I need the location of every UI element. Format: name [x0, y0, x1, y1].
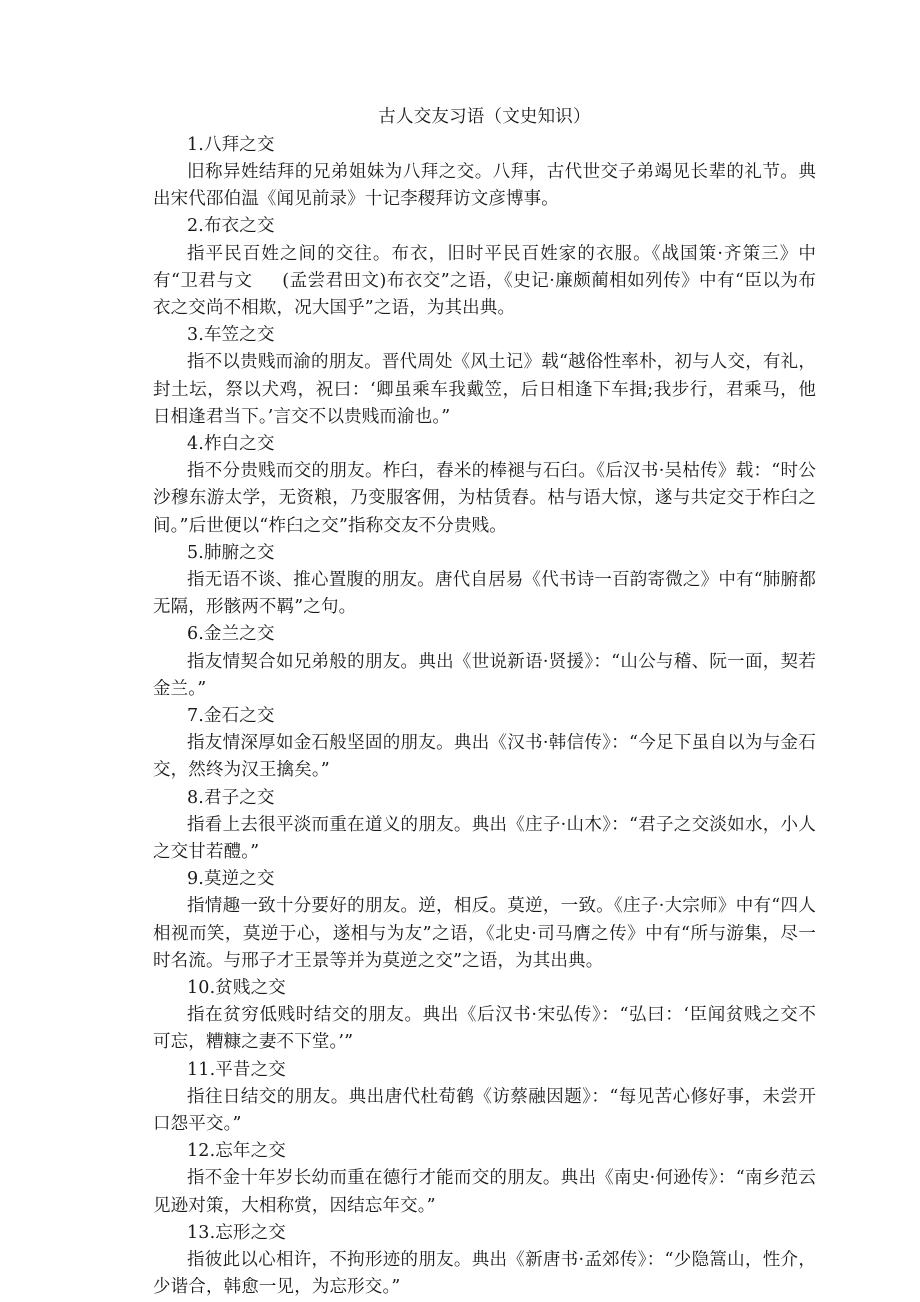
entry-description-2-part2: (孟尝君田文)布衣交”之语，《史记·廉颇蔺相如列传》中有“臣以为布衣之交尚不相欺，况大国乎”之语，为其出典。	[153, 270, 816, 318]
entry-number-4: 4.	[187, 433, 204, 454]
entry-term-10	[153, 975, 816, 1002]
entry-7	[153, 703, 816, 785]
entry-term-text-4: 柞白之交	[204, 433, 275, 454]
entry-description-7: 指友情深厚如金石般坚固的朋友。典出《汉书·韩信传》：“今足下虽自以为与金石交，然终为汉王擒矣。”	[153, 733, 816, 781]
entry-description-13: 指彼此以心相许，不拘形迹的朋友。典出《新唐书·孟郊传》：“少隐篙山，性介，少谐合，韩愈一见，为忘形交。”	[153, 1250, 816, 1298]
entry-term-1	[153, 132, 816, 159]
entry-number-9: 9.	[187, 869, 204, 890]
entry-term-text-6: 金兰之交	[204, 624, 275, 645]
entry-term-13	[153, 1220, 816, 1247]
entry-term-8	[153, 785, 816, 812]
entry-number-1: 1.	[187, 134, 204, 155]
entry-term-text-8: 君子之交	[204, 787, 275, 808]
entry-term-text-9: 莫逆之交	[204, 869, 275, 890]
entry-term-11	[153, 1057, 816, 1084]
entry-term-5	[153, 540, 816, 567]
entry-9	[153, 866, 816, 975]
entry-term-12	[153, 1138, 816, 1165]
entry-term-text-7: 金石之交	[204, 705, 275, 726]
entry-term-text-12: 忘年之交	[215, 1141, 286, 1162]
entry-number-3: 3.	[187, 325, 204, 346]
entry-6	[153, 621, 816, 703]
entry-term-text-10: 贫贱之交	[215, 978, 286, 998]
entry-5	[153, 540, 816, 622]
document-body	[153, 104, 816, 1301]
entry-8	[153, 785, 816, 867]
entry-1	[153, 132, 816, 214]
entry-term-4	[153, 431, 816, 458]
page-title: 古人交友习语（文史知识）	[378, 107, 591, 127]
entry-description-6: 指友情契合如兄弟般的朋友。典出《世说新语·贤援》：“山公与稽、阮一面，契若金兰。”	[153, 651, 816, 699]
entry-term-7	[153, 703, 816, 730]
entry-description-2	[153, 241, 816, 323]
entry-term-3	[153, 322, 816, 349]
entry-12	[153, 1138, 816, 1220]
entry-2	[153, 213, 816, 322]
entry-number-2: 2.	[187, 216, 204, 237]
entry-term-text-1: 八拜之交	[204, 134, 275, 155]
entry-4	[153, 431, 816, 540]
entry-term-text-3: 车笠之交	[204, 325, 275, 346]
entry-10	[153, 975, 816, 1057]
entry-number-6: 6.	[187, 624, 204, 645]
entry-description-5: 指无语不谈、推心置腹的朋友。唐代自居易《代书诗一百韵寄微之》中有“肺腑都无隔，形骸两不羁”之句。	[153, 569, 816, 618]
entry-number-11: 11.	[187, 1059, 216, 1080]
entry-term-9	[153, 866, 816, 893]
entry-number-13: 13.	[187, 1222, 216, 1243]
entry-term-text-2: 布衣之交	[204, 216, 275, 237]
entry-description-11: 指往日结交的朋友。典出唐代杜荀鹤《访蔡融因题》：“每见苦心修好事，未尝开口怨平交。”	[153, 1086, 816, 1135]
entry-term-6	[153, 621, 816, 648]
entry-number-5: 5.	[187, 542, 204, 563]
entry-term-text-11: 平昔之交	[215, 1059, 286, 1080]
entry-3	[153, 322, 816, 431]
entry-11	[153, 1057, 816, 1139]
entry-number-10: 10.	[187, 978, 216, 998]
entry-term-2	[153, 213, 816, 240]
entry-description-10: 指在贫穷低贱时结交的朋友。典出《后汉书·宋弘传》：“弘曰：‘臣闻贫贱之交不可忘，糟糠之妻不下堂。’”	[153, 1005, 816, 1053]
entry-term-text-5: 肺腑之交	[204, 542, 275, 563]
entry-description-1: 旧称异姓结拜的兄弟姐妹为八拜之交。八拜，古代世交子弟竭见长辈的礼节。典出宋代邵伯温《闻见前录》十记李稷拜访文彦博事。	[153, 161, 816, 210]
entry-description-8: 指看上去很平淡而重在道义的朋友。典出《庄子·山木》：“君子之交淡如水，小人之交甘若醴。”	[153, 814, 816, 862]
entry-description-12: 指不金十年岁长幼而重在德行才能而交的朋友。典出《南史·何逊传》：“南乡范云见逊对策，大相称赏，因结忘年交。”	[153, 1168, 816, 1216]
entry-description-2-part1: 指平民百姓之间的交往。布衣，旧时平民百姓家的衣服。《战国策·齐策三》中有“卫君与文	[153, 243, 816, 291]
entry-description-3: 指不以贵贱而渝的朋友。晋代周处《风土记》载“越俗性率朴，初与人交，有礼，封土坛，祭以犬鸡，祝曰：‘卿虽乘车我戴笠，后日相逢下车揖;我步行，君乘马，他日相逢君当下。’言交不以贵贱而渝也。”	[153, 352, 816, 427]
entry-description-4: 指不分贵贱而交的朋友。柞臼，舂米的棒褪与石臼。《后汉书·吴枯传》载：“时公沙穆东游太学，无资粮，乃变服客佣，为枯赁舂。枯与语大惊，遂与共定交于柞臼之间。”后世便以“柞臼之交”指称交友不分贵贱。	[153, 461, 816, 536]
entry-term-text-13: 忘形之交	[215, 1222, 286, 1243]
entry-number-12: 12.	[187, 1141, 216, 1162]
entry-description-9: 指情趣一致十分要好的朋友。逆，相反。莫逆，一致。《庄子·大宗师》中有“四人相视而笑，莫逆于心，遂相与为友”之语，《北史·司马膺之传》中有“所与游集，尽一时名流。与邢子才王景等并为莫逆之交”之语，为其出典。	[153, 896, 816, 971]
entry-number-8: 8.	[187, 787, 204, 808]
entry-13	[153, 1220, 816, 1302]
entry-number-7: 7.	[187, 705, 204, 726]
